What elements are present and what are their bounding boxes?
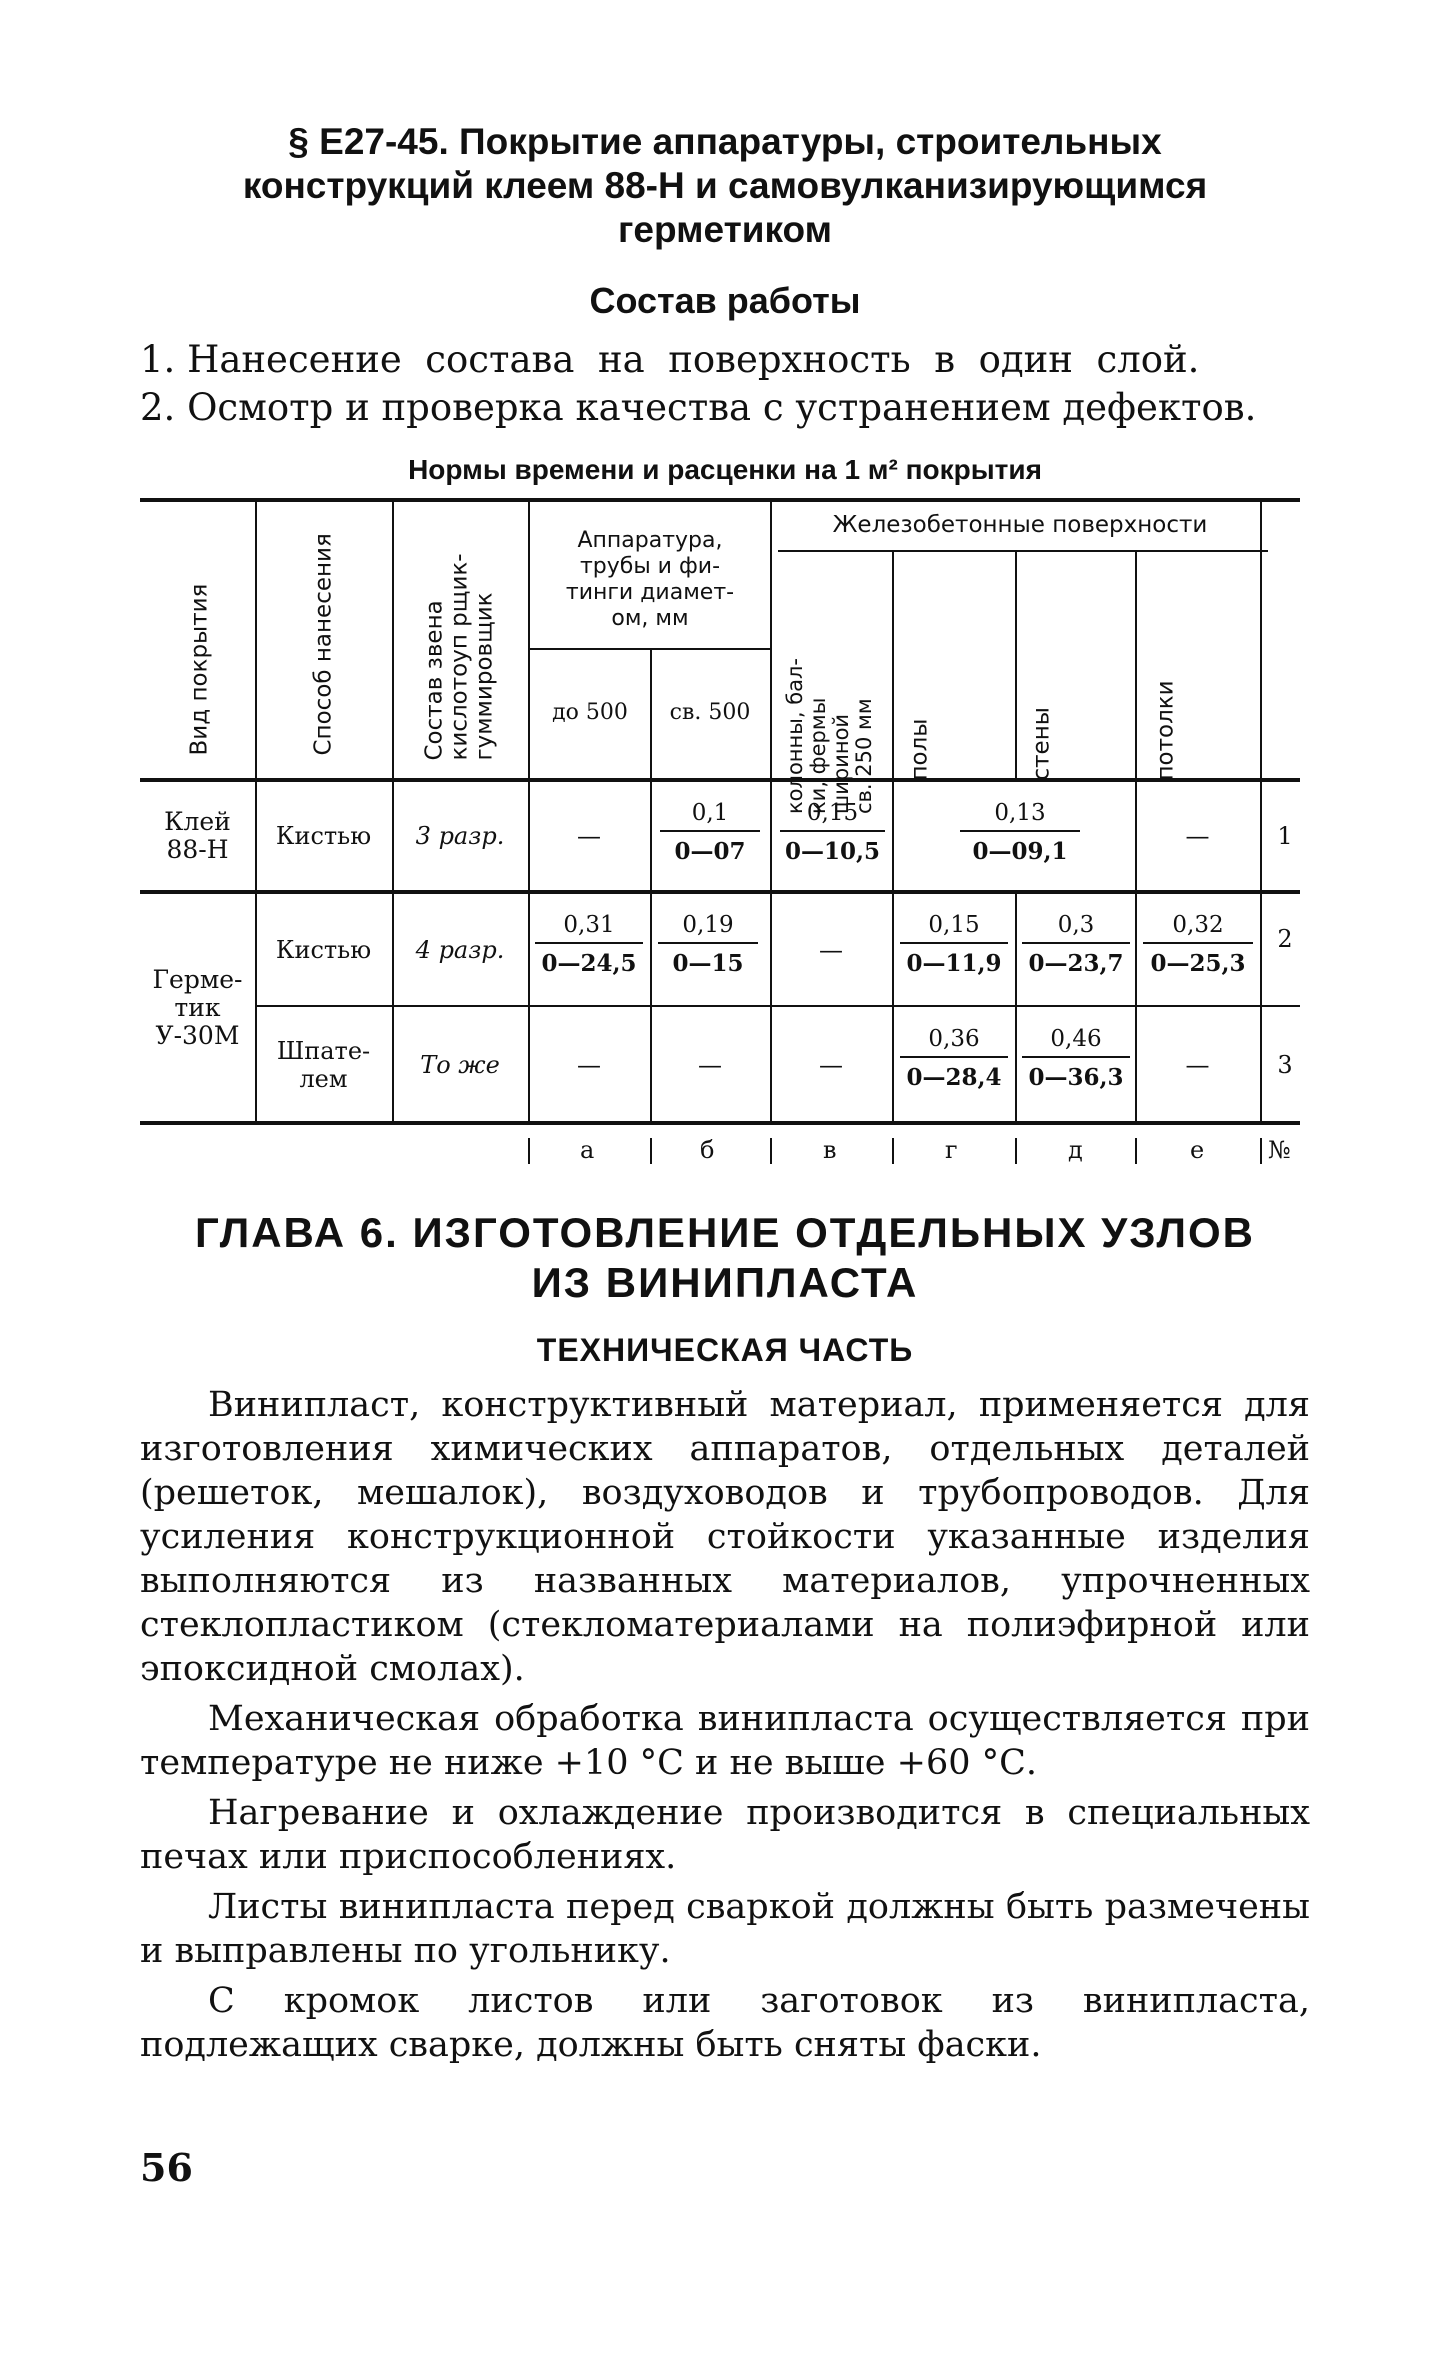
vrule-6 [892,550,894,1121]
col-letter-e: е [1190,1136,1205,1164]
row3-sostav: То же [420,1051,500,1079]
paragraph-2: Механическая обработка винипласта осуществляется при температуре не ниже +10 °С и не выше +60 °С. [140,1699,1310,1783]
vrule-7b [1015,890,1017,1121]
table-bottom-rule [140,1121,1300,1125]
letter-sep-2 [650,1138,652,1164]
header-do500: до 500 [552,700,628,725]
chapter-title [140,1208,1310,1308]
section-title [140,120,1310,252]
paragraph-1: Винипласт, конструктивный материал, применяется для изготовления химических аппаратов, отдельных деталей (решеток, мешалок), воздуховодов и трубопроводов. Для усиления конструкционной стойкости указанные изделия выполняются из названных материалов, упрочненных стеклопластиком (стекломатериалами на полиэфирной или эпоксидной смолах). [140,1385,1310,1689]
row2-no: 2 [1277,925,1293,953]
row2-poly: $\frac{0,15}{0—11,9}$ [900,912,1008,977]
col-letter-b: б [700,1136,715,1164]
row2-bottom-rule [255,1005,1300,1007]
row1-potolki: — [1185,822,1210,850]
row1-kolonny: $\frac{0,15}{0—10,5}$ [780,800,885,865]
table-caption: Нормы времени и расценки на 1 м² покрытия [408,454,1042,485]
germetik-label: Герме- тик У-30М [152,964,243,1050]
row2-sv500: $\frac{0,19}{0—15}$ [658,912,758,977]
col-letter-d: д [1068,1136,1083,1164]
letter-sep-3 [770,1138,772,1164]
header-steny: стены [1028,707,1055,781]
row3-kolonny: — [819,1051,843,1079]
row2-sposob: Кистью [275,935,372,964]
col-letter-no: № [1268,1136,1291,1164]
row3-sposob: Шпате- лем [276,1037,371,1093]
row1-do500: — [577,822,601,850]
section-title-line1: § Е27-45. Покрытие аппаратуры, строительных [288,121,1162,162]
row3-sv500: — [698,1051,722,1079]
row3-do500: — [577,1051,601,1079]
header-sposob: Способ нанесения [310,533,337,756]
paragraph-3: Нагревание и охлаждение производится в специальных печах или приспособлениях. [140,1793,1310,1877]
col-letter-g: г [945,1136,958,1164]
work-heading: Состав работы [589,280,861,321]
col-letter-v: в [823,1136,837,1164]
paragraph-4: Листы винипласта перед сваркой должны быть размечены и выправлены по угольнику. [140,1887,1310,1971]
header-apparatura: Аппаратура, трубы и фи- тинги диамет- ом, мм [565,528,735,631]
row1-no: 1 [1277,822,1293,850]
letter-sep-7 [1260,1138,1262,1164]
row1-sostav: 3 разр. [415,822,505,850]
header-sv500: св. 500 [669,700,751,725]
row3-poly: $\frac{0,36}{0—28,4}$ [900,1026,1008,1091]
section-title-line2: конструкций клеем 88-Н и самовулканизирующимся [242,165,1208,206]
page-content [140,120,1310,2073]
norms-table [140,498,1310,1178]
letter-sep-1 [528,1138,530,1164]
chapter-title-line2: ИЗ ВИНИПЛАСТА [531,1259,919,1306]
row2-sostav: 4 разр. [415,935,505,964]
row2-do500: $\frac{0,31}{0—24,5}$ [535,912,643,977]
letter-sep-5 [1015,1138,1017,1164]
row3-no: 3 [1277,1051,1293,1079]
work-item-2: 2. Осмотр и проверка качества с устранением дефектов. [140,386,1257,429]
letter-sep-6 [1135,1138,1137,1164]
zhb-header-rule [778,550,1268,552]
letter-sep-4 [892,1138,894,1164]
row1-poly-steny: $\frac{0,13}{0—09,1}$ [960,800,1080,865]
vrule-7a [1015,550,1017,778]
row1-vid: Клей 88-Н [164,807,231,864]
row3-steny: $\frac{0,46}{0—36,3}$ [1022,1026,1130,1091]
work-item-1: 1. Нанесение состава на поверхность в один слой. [140,338,1200,381]
header-zhb: Железобетонные поверхности [832,512,1208,538]
page-number: 56 [140,2145,193,2190]
chapter-title-line1: ГЛАВА 6. ИЗГОТОВЛЕНИЕ ОТДЕЛЬНЫХ УЗЛОВ [194,1209,1256,1256]
header-vid: Вид покрытия [186,583,213,756]
header-potolki: потолки [1152,680,1179,781]
row1-sposob: Кистью [275,822,372,850]
header-kolonny: колонны, бал- ки, фермы шириной св. 250 мм [783,657,876,814]
row1-sv500: $\frac{0,1}{0—07}$ [660,800,760,865]
section-title-line3: герметиком [618,209,832,250]
header-poly: полы [906,718,933,781]
col-letter-a: а [580,1136,595,1164]
chapter-subheading: ТЕХНИЧЕСКАЯ ЧАСТЬ [536,1332,914,1368]
row3-potolki: — [1185,1051,1210,1079]
row2-potolki: $\frac{0,32}{0—25,3}$ [1143,912,1253,977]
paragraph-5: С кромок листов или заготовок из винипласта, подлежащих сварке, должны быть сняты фаски. [140,1981,1310,2065]
header-sostav: Состав звена кислотоуп рщик- гуммировщик [421,553,498,761]
row2-steny: $\frac{0,3}{0—23,7}$ [1022,912,1130,977]
row2-kolonny: — [819,935,843,964]
